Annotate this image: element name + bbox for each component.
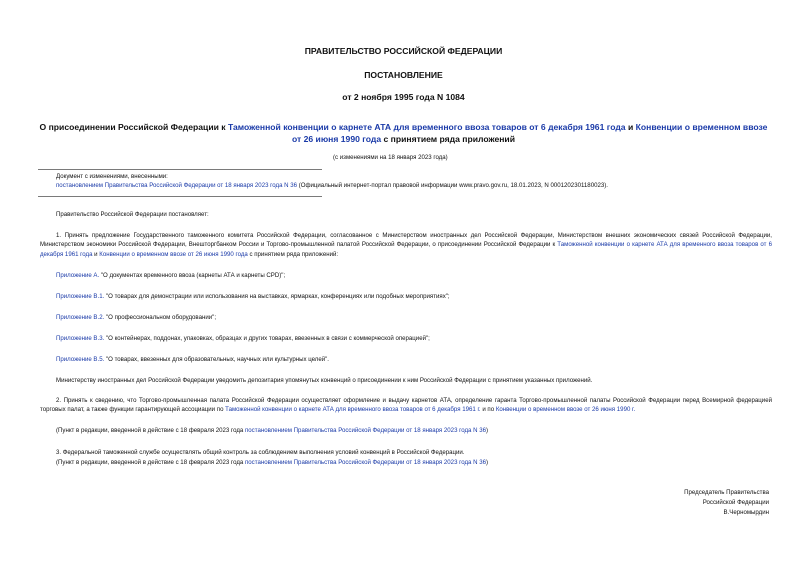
annex-text: "О товарах, ввезенных для образовательных, научных или культурных целей". (104, 356, 330, 363)
signature-country: Российской Федерации (702, 498, 769, 506)
p1-link-ata-convention[interactable]: Таможенной конвенции о карнете АТА для временного ввоза товаров от 6 декабря 1961 года (40, 241, 772, 258)
title-prefix: О присоединении Российской Федерации к (39, 122, 228, 132)
document-date-number: от 2 ноября 1995 года N 1084 (342, 92, 465, 102)
edit-note-2 (56, 458, 488, 467)
p2-mid: и по (480, 406, 496, 414)
annex-link-b3[interactable]: Приложение В.3. (56, 335, 105, 342)
paragraph-2 (40, 396, 772, 415)
divider-bottom (38, 196, 322, 197)
edit-suffix: ) (486, 459, 489, 466)
changes-label: Документ с изменениями, внесенными: (56, 173, 168, 180)
title-and: и (625, 122, 636, 132)
amendments-note: (с изменениями на 18 января 2023 года) (333, 154, 448, 161)
edit-prefix: (Пункт в редакции, введенной в действие с 18 февраля 2023 года (56, 459, 245, 466)
p2-link-ata-convention[interactable]: Таможенной конвенции о карнете АТА для временного ввоза товаров от 6 декабря 1961 г. (225, 406, 481, 414)
annex-item (56, 355, 329, 364)
annex-text: "О товарах для демонстрации или использования на выставках, ярмарках, конференциях или подобных мероприятиях"; (104, 293, 450, 300)
document-type: ПОСТАНОВЛЕНИЕ (364, 70, 443, 80)
title-suffix: с принятием ряда приложений (381, 133, 516, 144)
divider-top (38, 169, 322, 170)
intro-paragraph: Правительство Российской Федерации постановляет: (56, 211, 209, 218)
annex-item (56, 292, 450, 301)
paragraph-3: 3. Федеральной таможенной службе осуществлять общий контроль за соблюдением выполнения условий конвенций в Российской Федерации. (56, 449, 465, 456)
annex-text: "О документах временного ввоза (карнеты АТА и карнеты CPD)"; (99, 272, 286, 279)
document-title (36, 122, 771, 145)
edit-link-resolution-36[interactable]: постановлением Правительства Российской Федерации от 18 января 2023 года N 36 (244, 459, 487, 466)
changes-link-resolution-36[interactable]: постановлением Правительства Российской Федерации от 18 января 2023 года N 36 (56, 182, 298, 189)
paragraph-1 (40, 231, 772, 259)
p1-text: 1. Принять предложение Государственного таможенного комитета Российской Федерации, согласованное с Министерством иностранных дел Российской Федерации, Министерством внешних экономических связей Российской Федерации, Министерством экономики Российской Федерации, Внешторгбанком России и Торгово-промышленной палатой Российской Федерации, о присоединении Российской Федерации к (40, 232, 772, 249)
p1-link-temporary-admission-convention[interactable]: Конвенции о временном ввозе от 26 июня 1990 года (99, 250, 248, 258)
mfa-paragraph: Министерству иностранных дел Российской Федерации уведомить депозитария упомянутых конвенций о присоединении к ним Российской Федерации с принятием указанных приложений. (56, 377, 593, 384)
edit-note-1 (56, 426, 488, 435)
annex-item (56, 313, 216, 322)
annex-text: "О профессиональном оборудовании"; (104, 314, 217, 321)
annex-item (56, 334, 430, 343)
p1-and: и (92, 250, 100, 258)
annex-item (56, 271, 285, 280)
changes-source: (Официальный интернет-портал правовой информации www.pravo.gov.ru, 18.01.2023, N 0001202301180023). (297, 182, 608, 189)
signature-title: Председатель Правительства (684, 489, 769, 496)
edit-prefix: (Пункт в редакции, введенной в действие с 18 февраля 2023 года (56, 427, 245, 434)
annex-text: "О контейнерах, поддонах, упаковках, образцах и других товарах, ввезенных в связи с коммерческой операцией"; (104, 335, 430, 342)
annex-link-b2[interactable]: Приложение В.2. (56, 314, 105, 321)
p2-text: 2. Принять к сведению, что Торгово-промышленная палата Российской Федерации осуществляет оформление и выдачу карнетов АТА, определение гаранта Торгово-промышленной палаты Российской Федерации перед Всемирной федерацией торговых палат, а также функции гарантирующей ассоциации по (40, 397, 772, 414)
signature-block (684, 488, 769, 517)
edit-link-resolution-36[interactable]: постановлением Правительства Российской Федерации от 18 января 2023 года N 36 (244, 427, 487, 434)
title-link-temporary-admission-convention[interactable]: Конвенции о временном ввозе от 26 июня 1990 года (291, 122, 768, 144)
changes-line (56, 181, 776, 190)
government-heading: ПРАВИТЕЛЬСТВО РОССИЙСКОЙ ФЕДЕРАЦИИ (304, 46, 503, 56)
signature-name: В.Черномырдин (723, 508, 769, 516)
edit-suffix: ) (486, 427, 489, 434)
annex-link-b5[interactable]: Приложение В.5. (56, 356, 105, 363)
annex-link-a[interactable]: Приложение А. (56, 272, 100, 279)
title-link-ata-convention[interactable]: Таможенной конвенции о карнете АТА для временного ввоза товаров от 6 декабря 1961 года (227, 122, 626, 132)
p2-link-temporary-admission-convention[interactable]: Конвенции о временном ввозе от 26 июня 1990 г. (495, 406, 636, 414)
annex-link-b1[interactable]: Приложение В.1. (56, 293, 105, 300)
p1-tail: с принятием ряда приложений: (247, 250, 339, 258)
